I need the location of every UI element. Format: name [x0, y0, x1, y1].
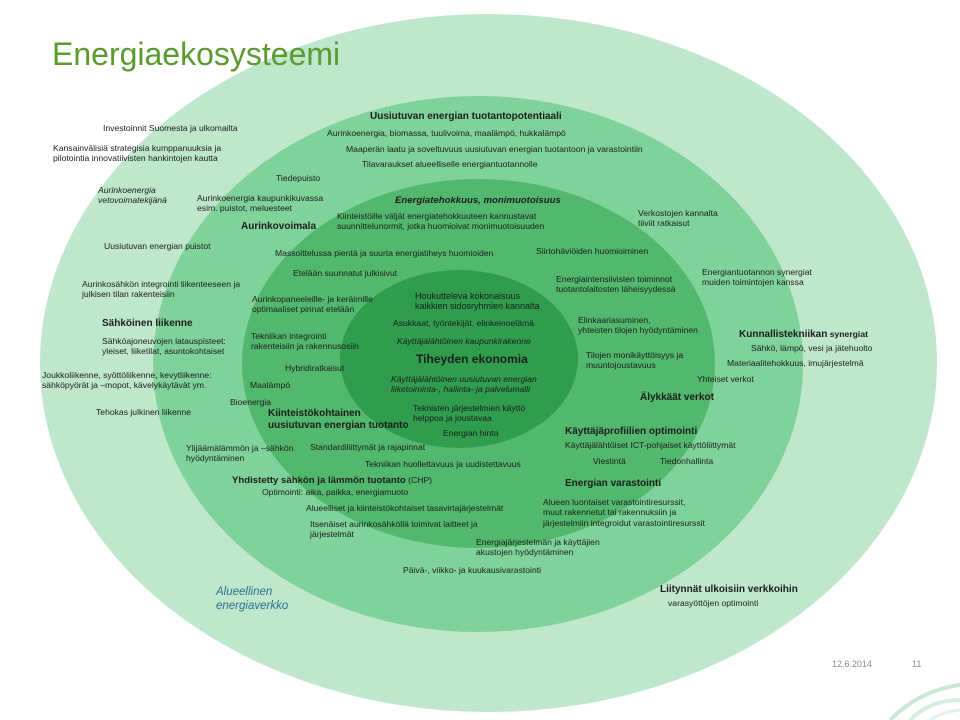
- label-tech-systems: Teknisten järjestelmien käyttö helppoa ja joustavaa: [413, 403, 526, 424]
- label-solar-cityscape: Aurinkoenergia kaupunkikuvassa esim. puistot, meluesteet: [197, 193, 324, 214]
- label-lifecycle: Elinkaariasuminen, yhteisten tilojen hyödyntäminen: [578, 315, 698, 336]
- label-grid-detail: varasyöttöjen optimointi: [668, 598, 759, 608]
- slide-title: Energiaekosysteemi: [52, 36, 341, 72]
- label-local-storage: Alueen luontaiset varastointiresurssit, muut rakennetut tai rakennuksiin ja järjestelmiin integroidut varastointiresurssit: [543, 497, 705, 528]
- label-attractive: Houkutteleva kokonaisuus kaikkien sidosryhmien kannalta: [415, 291, 540, 312]
- label-residents: Asukkaat, työntekijät, elinkeinoelämä: [393, 318, 534, 328]
- label-science-park: Tiedepuisto: [276, 173, 321, 183]
- label-material: Materiaalitehokkuus, imujärjestelmä: [727, 358, 864, 368]
- label-storage: Energian varastointi: [565, 478, 662, 489]
- label-user-energy: Käyttäjälähtöinen uusiutuvan energian liiketoiminta-, hallinta- ja palvelumalli: [391, 374, 537, 395]
- footer-date: 12.6.2014: [832, 659, 873, 669]
- label-excess-heat: Ylijäämälämmön ja –sähkön hyödyntäminen: [186, 443, 294, 464]
- label-solar-plant: Aurinkovoimala: [241, 221, 317, 232]
- label-data-management: Tiedonhallinta: [660, 456, 714, 466]
- label-chp-optimization: Optimointi: aika, paikka, energiamuoto: [262, 487, 409, 497]
- label-public-transport: Joukkoliikenne, syöttöliikenne, kevytliikenne: sähköpyörät ja –mopot, kävelykäytävät ym.: [42, 370, 212, 391]
- label-shared-grids: Yhteiset verkot: [697, 374, 754, 384]
- label-communication: Viestintä: [593, 456, 626, 466]
- label-transfer-losses: Siirtohäviöiden huomioiminen: [536, 246, 649, 256]
- label-energy-intensive: Energiaintensiivisten toiminnot tuotantolaitosten läheisyydessä: [556, 274, 676, 295]
- label-hybrid: Hybridiratkaisut: [285, 363, 345, 373]
- label-potential: Uusiutuvan energian tuotantopotentiaali: [370, 111, 562, 122]
- label-standard-interfaces: Standardiliittymät ja rajapinnat: [310, 442, 426, 452]
- label-maintenance: Tekniikan huollettavuus ja uudistettavuus: [365, 459, 521, 469]
- label-density: Massoittelussa pientä ja suurta energiatiheys huomioiden: [275, 248, 494, 258]
- label-density-economy: Tiheyden ekonomia: [416, 352, 528, 366]
- label-investments: Investoinnit Suomesta ja ulkomailta: [103, 123, 238, 133]
- label-regional-network: Alueellinen energiaverkko: [216, 586, 289, 612]
- label-efficient-transport: Tehokas julkinen liikenne: [96, 407, 192, 417]
- label-user-city: Käyttäjälähtöinen kaupunkirakenne: [397, 336, 531, 346]
- label-municipal: Kunnallistekniikan synergiat: [739, 329, 868, 340]
- label-independent-devices: Itsenäiset aurinkosähköllä toimivat laitteet ja järjestelmät: [310, 519, 478, 540]
- label-charging: Sähköajoneuvojen latauspisteet: yleiset, liiketilat, asuntokohtaiset: [102, 336, 226, 357]
- label-plot-norms: Kiinteistöille väljät energiatehokkuuteen kannustavat suunnittelunormit, jotka huomioivat monimuotoisuuden: [337, 211, 545, 232]
- label-south-facades: Etelään suunnatut julkisivut: [293, 268, 398, 278]
- label-energy-price: Energian hinta: [443, 428, 499, 438]
- label-solar-attraction: Aurinkoenergia vetovoimatekijänä: [98, 185, 167, 206]
- corner-decoration-icon: [880, 660, 960, 720]
- label-space: Tilavaraukset alueelliselle energiantuotannolle: [362, 159, 538, 169]
- label-multiuse: Tilojen monikäyttöisyys ja muuntojoustavuus: [586, 350, 684, 371]
- label-ict: Käyttäjälähtöiset ICT-pohjaiset käyttöliittymät: [565, 440, 736, 450]
- label-user-optimization: Käyttäjäprofiilien optimointi: [565, 426, 698, 437]
- label-smart-grids: Älykkäät verkot: [640, 392, 714, 403]
- label-bioenergy: Bioenergia: [230, 397, 272, 407]
- label-soil: Maaperän laatu ja soveltuvuus uusiutuvan energian tuotantoon ja varastointiin: [346, 144, 643, 154]
- label-ground-heat: Maalämpö: [250, 380, 291, 390]
- label-e-mobility: Sähköinen liikenne: [102, 318, 193, 329]
- label-solar-traffic: Aurinkosähkön integrointi liikenteeseen ja julkisen tilan rakenteisiin: [82, 279, 241, 300]
- footer-page-number: 11: [912, 659, 922, 669]
- label-storage-system: Energiajärjestelmän ja käyttäjien akustojen hyödyntäminen: [476, 537, 600, 558]
- label-dc-systems: Alueelliset ja kiinteistökohtaiset tasavirtajärjestelmät: [306, 503, 504, 513]
- label-panel-surfaces: Aurinkopaneeleille- ja keräimille optimaaliset pinnat etelään: [252, 294, 373, 315]
- label-grid: Liitynnät ulkoisiin verkkoihin: [660, 584, 798, 595]
- label-storage-time: Päivä-, viikko- ja kuukausivarastointi: [403, 565, 542, 575]
- label-network-solutions: Verkostojen kannalta tiiviit ratkaisut: [638, 208, 718, 229]
- label-chp: Yhdistetty sähkön ja lämmön tuotanto (CHP): [232, 475, 433, 486]
- label-synergies: Energiantuotannon synergiat muiden toimintojen kanssa: [702, 267, 812, 288]
- label-property-production: Kiinteistökohtainen uusiutuvan energian tuotanto: [268, 408, 409, 431]
- label-tech-integration: Tekniikan integrointi rakenteisiin ja rakennusosiin: [251, 331, 359, 352]
- label-strategic: Kansainvälisiä strategisia kumppanuuksia ja pilotointia innovatiivisten hankintojen kautta: [53, 143, 222, 164]
- label-municipal-detail: Sähkö, lämpö, vesi ja jätehuolto: [751, 343, 873, 353]
- label-sources: Aurinkoenergia, biomassa, tuulivoima, maalämpö, hukkalämpö: [327, 128, 566, 138]
- label-efficiency: Energiatehokkuus, monimuotoisuus: [395, 195, 561, 206]
- label-renewable-parks: Uusiutuvan energian puistot: [104, 241, 211, 251]
